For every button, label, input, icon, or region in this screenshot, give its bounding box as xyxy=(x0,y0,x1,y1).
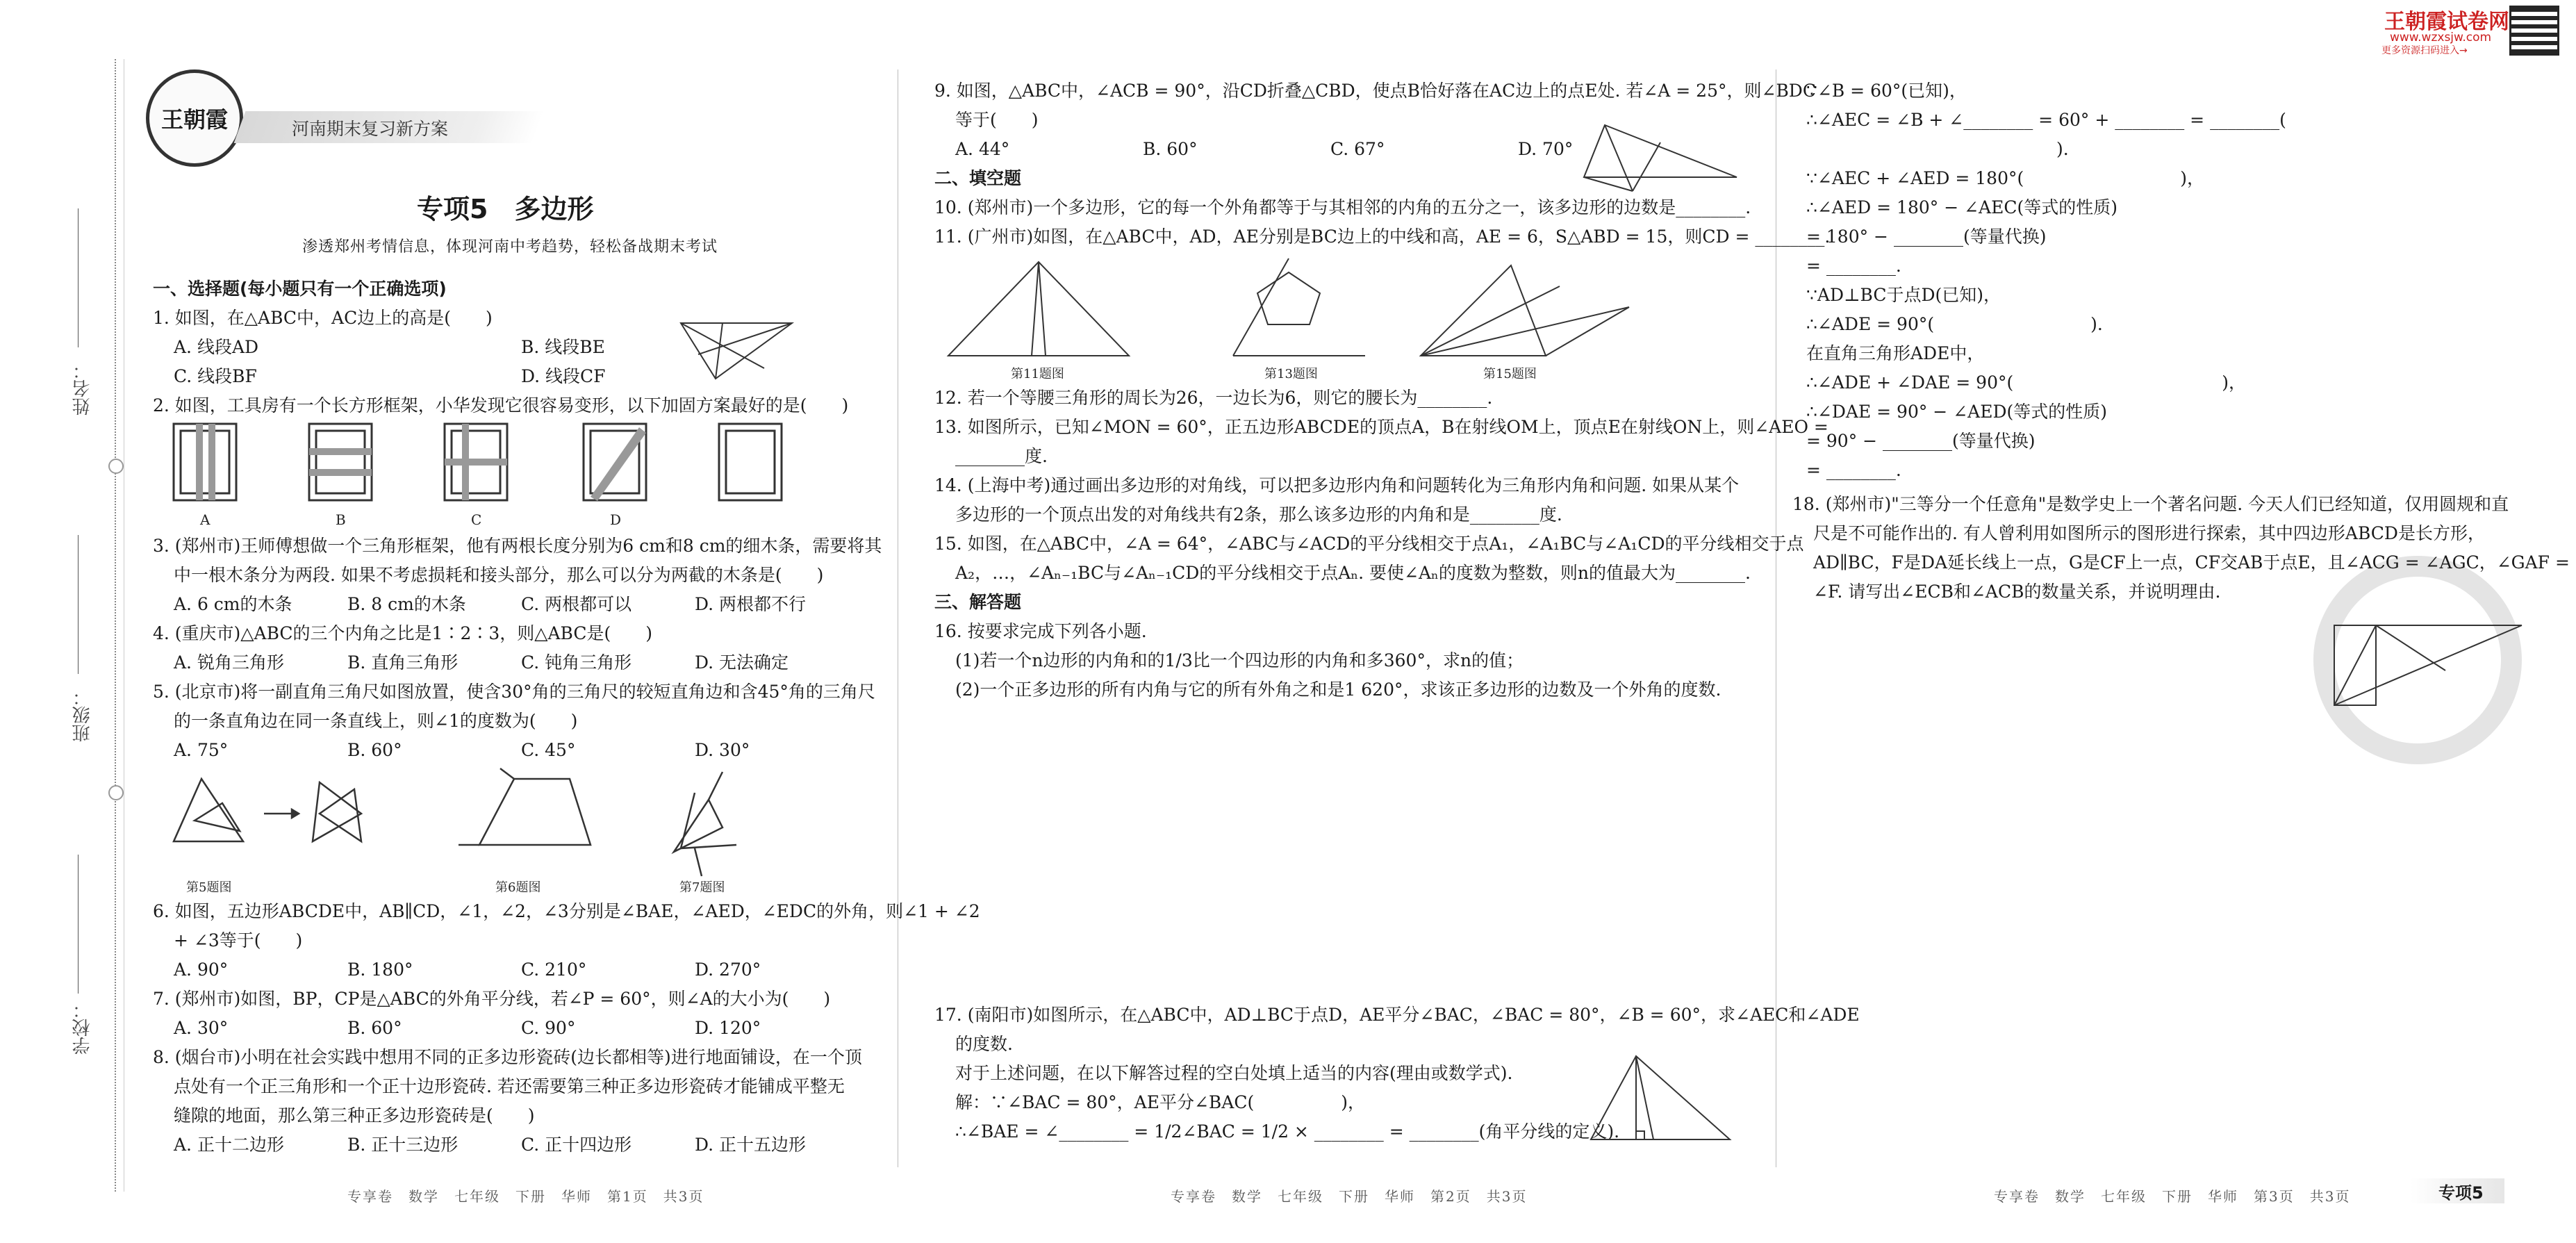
option[interactable]: A. 6 cm的木条 xyxy=(174,594,292,614)
question-9-cont: 等于( ) xyxy=(955,110,1039,130)
proof-line: ∵∠B = 60°(已知)， xyxy=(1806,81,1967,101)
question-8: 8. (烟台市)小明在社会实践中想用不同的正多边形瓷砖(边长都相等)进行地面铺设，在一个顶 xyxy=(153,1047,862,1067)
option[interactable]: B. 60° xyxy=(347,740,402,760)
question-11: 11. (广州市)如图，在△ABC中，AD，AE分别是BC边上的中线和高，AE = 6，S△ABD = 15，则CD = ________. xyxy=(934,227,1831,247)
q8-options xyxy=(153,1130,875,1160)
q3-options xyxy=(153,590,875,619)
figures-11-13-15 xyxy=(934,252,1699,384)
logo xyxy=(146,69,243,167)
figure-caption: 第15题图 xyxy=(1483,367,1537,381)
page-footer: 专享卷 数学 七年级 下册 华师 第2页 共3页 xyxy=(1171,1188,1528,1205)
name-field[interactable] xyxy=(78,208,79,347)
subtitle: 渗透郑州考情信息，体现河南中考趋势，轻松备战期末考试 xyxy=(302,238,718,256)
option[interactable]: A. 90° xyxy=(174,960,229,980)
option[interactable]: D. 无法确定 xyxy=(695,652,789,673)
question-5-cont: 的一条直角边在同一条直线上，则∠1的度数为( ) xyxy=(174,711,578,731)
proof-line: ∴∠AED = 180° − ∠AEC(等式的性质) xyxy=(1806,197,2117,217)
binding-hole xyxy=(108,459,124,474)
q17-step-1: 解：∵∠BAC = 80°，AE平分∠BAC( )， xyxy=(955,1092,1365,1112)
question-18-cont: ∠F. 请写出∠ECB和∠ACB的数量关系，并说明理由. xyxy=(1813,582,2221,602)
q1-triangle-figure xyxy=(674,309,799,386)
question-5: 5. (北京市)将一副直角三角尺如图放置，使含30°角的三角尺的较短直角边和含45°角的三角尺 xyxy=(153,682,875,702)
option[interactable]: B. 8 cm的木条 xyxy=(347,594,466,614)
proof-line: = ________. xyxy=(1806,256,1901,276)
option[interactable]: A. 正十二边形 xyxy=(174,1135,284,1155)
option[interactable]: A. 线段AD xyxy=(174,337,259,357)
section-heading: 三、解答题 xyxy=(934,592,1022,612)
binding-hole xyxy=(108,785,124,800)
question-8-cont: 点处有一个正三角形和一个正十边形瓷砖. 若还需要第三种正多边形瓷砖才能铺成平整无 xyxy=(174,1076,845,1096)
question-15-cont: A₂，…，∠Aₙ₋₁BC与∠Aₙ₋₁CD的平分线相交于点Aₙ. 要使∠Aₙ的度数为整数，则n的值最大为________. xyxy=(955,563,1751,583)
proof-line: = 180° − ________(等量代换) xyxy=(1806,227,2047,247)
figure-caption: 第13题图 xyxy=(1264,367,1318,381)
option[interactable]: D. 正十五边形 xyxy=(695,1135,807,1155)
brand-name[interactable]: 王朝霞试卷网 xyxy=(2384,10,2509,34)
question-16-part-2: (2)一个正多边形的所有内角与它的所有外角之和是1 620°，求该正多边形的边数及一个外角的度数. xyxy=(955,680,1722,700)
frame-label: A xyxy=(200,511,210,528)
school-field[interactable] xyxy=(78,855,79,994)
q17-triangle-figure xyxy=(1584,1049,1737,1146)
option[interactable]: C. 正十四边形 xyxy=(521,1135,632,1155)
option[interactable]: C. 210° xyxy=(521,960,587,980)
proof-line: ∴∠ADE + ∠DAE = 90°( )， xyxy=(1806,372,2246,393)
option[interactable]: B. 正十三边形 xyxy=(347,1135,459,1155)
question-3: 3. (郑州市)王师傅想做一个三角形框架，他有两根长度分别为6 cm和8 cm的细木条，需要将其 xyxy=(153,536,882,556)
class-field[interactable] xyxy=(78,535,79,674)
q7-options xyxy=(153,1014,875,1043)
frame-label: B xyxy=(336,511,346,528)
figure-caption: 第6题图 xyxy=(495,880,541,895)
question-6: 6. 如图，五边形ABCDE中，AB∥CD，∠1，∠2，∠3分别是∠BAE，∠AED，∠EDC的外角，则∠1 + ∠2 xyxy=(153,901,980,921)
option[interactable]: D. 270° xyxy=(695,960,761,980)
question-4: 4. (重庆市)△ABC的三个内角之比是1∶2∶3，则△ABC是( ) xyxy=(153,623,653,643)
proof-line: 在直角三角形ADE中， xyxy=(1806,343,1985,363)
school-label: 学校： xyxy=(72,1001,93,1055)
question-17-instruction: 对于上述问题，在以下解答过程的空白处填上适当的内容(理由或数学式). xyxy=(955,1063,1513,1083)
question-18: 18. (郑州市)"三等分一个任意角"是数学史上一个著名问题. 今天人们已经知道，仅用圆规和直 xyxy=(1792,494,2509,514)
question-18-cont: 尺是不可能作出的. 有人曾利用如图所示的图形进行探索，其中四边形ABCD是长方形， xyxy=(1813,523,2485,543)
banner-text: 河南期末复习新方案 xyxy=(292,119,449,139)
proof-line: ∵AD⊥BC于点D(已知)， xyxy=(1806,285,2001,305)
q17-step-2: ∴∠BAE = ∠________ = 1/2∠BAC = 1/2 × ________ = ________(角平分线的定义). xyxy=(955,1121,1620,1142)
q4-options xyxy=(153,648,875,677)
section-heading: 二、填空题 xyxy=(934,168,1022,188)
question-6-cont: + ∠3等于( ) xyxy=(174,930,303,950)
proof-line: ∴∠AEC = ∠B + ∠________ = 60° + ________ = ________( xyxy=(1806,110,2286,130)
question-17: 17. (南阳市)如图所示，在△ABC中，AD⊥BC于点D，AE平分∠BAC，∠BAC = 80°，∠B = 60°，求∠AEC和∠ADE xyxy=(934,1005,1860,1025)
option[interactable]: D. 两根都不行 xyxy=(695,594,807,614)
option[interactable]: A. 44° xyxy=(955,139,1010,159)
question-8-cont: 缝隙的地面，那么第三种正多边形瓷砖是( ) xyxy=(174,1105,535,1126)
proof-line: = ________. xyxy=(1806,460,1901,480)
question-17-cont: 的度数. xyxy=(955,1034,1013,1054)
option[interactable]: C. 线段BF xyxy=(174,366,257,386)
question-12: 12. 若一个等腰三角形的周长为26，一边长为6，则它的腰长为________. xyxy=(934,388,1493,408)
name-label: 姓名： xyxy=(72,361,93,415)
page-badge xyxy=(2411,1178,2504,1203)
question-9: 9. 如图，△ABC中，∠ACB = 90°，沿CD折叠△CBD，使点B恰好落在AC边上的点E处. 若∠A = 25°，则∠BDC xyxy=(934,81,1816,101)
logo-text: 王朝霞 xyxy=(160,106,228,133)
option[interactable]: C. 67° xyxy=(1330,139,1385,159)
option[interactable]: C. 两根都可以 xyxy=(521,594,632,614)
q6-options xyxy=(153,955,875,985)
question-14-cont: 多边形的一个顶点出发的对角线共有2条，那么该多边形的内角和是________度. xyxy=(955,504,1562,525)
q5-options xyxy=(153,736,875,765)
question-15: 15. 如图，在△ABC中，∠A = 64°，∠ABC与∠ACD的平分线相交于点A₁，∠A₁BC与∠A₁CD的平分线相交于点 xyxy=(934,534,1804,554)
option[interactable]: D. 70° xyxy=(1518,139,1574,159)
option[interactable]: C. 90° xyxy=(521,1018,576,1038)
question-3-cont: 中一根木条分为两段. 如果不考虑损耗和接头部分，那么可以分为两截的木条是( ) xyxy=(174,565,824,585)
class-label: 班级： xyxy=(72,688,93,742)
q18-rectangle-figure xyxy=(2320,618,2529,716)
option[interactable]: D. 120° xyxy=(695,1018,761,1038)
question-18-cont: AD∥BC，F是DA延长线上一点，G是CF上一点，CF交AB于点E，且∠ACG = ∠AGC，∠GAF = xyxy=(1813,552,2570,573)
brand-slogan: 更多资源扫码进入→ xyxy=(2381,45,2468,56)
q1-options xyxy=(153,333,716,391)
figure-caption: 第11题图 xyxy=(1011,367,1064,381)
option[interactable]: A. 锐角三角形 xyxy=(174,652,284,673)
proof-line: ). xyxy=(2056,139,2069,159)
question-16-part-1: (1)若一个n边形的内角和的1/3比一个四边形的内角和多360°，求n的值； xyxy=(955,650,1524,670)
question-18-block xyxy=(1792,490,2570,607)
question-1: 1. 如图，在△ABC中，AC边上的高是( ) xyxy=(153,308,493,328)
option[interactable]: B. 180° xyxy=(347,960,413,980)
frame-label: D xyxy=(610,511,622,528)
q9-triangle-figure xyxy=(1577,111,1744,195)
option[interactable]: A. 75° xyxy=(174,740,229,760)
proof-line: ∴∠DAE = 90° − ∠AED(等式的性质) xyxy=(1806,402,2107,422)
option[interactable]: B. 直角三角形 xyxy=(347,652,459,673)
qr-code-icon[interactable] xyxy=(2509,6,2559,56)
frame-label: C xyxy=(471,511,482,528)
proof-line: = 90° − ________(等量代换) xyxy=(1806,431,2036,451)
column-3 xyxy=(1806,76,2543,485)
page-footer: 专享卷 数学 七年级 下册 华师 第3页 共3页 xyxy=(1994,1188,2351,1205)
option[interactable]: B. 60° xyxy=(1143,139,1198,159)
figure-caption: 第7题图 xyxy=(679,880,725,895)
badge-label: 专项5 xyxy=(2438,1183,2484,1203)
question-2: 2. 如图，工具房有一个长方形框架，小华发现它很容易变形，以下加固方案最好的是( ) xyxy=(153,395,849,415)
option[interactable]: B. 60° xyxy=(347,1018,402,1038)
question-7: 7. (郑州市)如图，BP，CP是△ABC的外角平分线，若∠P = 60°，则∠A的大小为( ) xyxy=(153,989,831,1009)
section-heading: 一、选择题(每小题只有一个正确选项) xyxy=(153,279,447,299)
page-title: 专项5 多边形 xyxy=(417,194,594,224)
brand-url[interactable]: www.wzxsjw.com xyxy=(2390,31,2492,44)
proof-line: ∵∠AEC + ∠AED = 180°( )， xyxy=(1806,168,2204,188)
q2-frames-figure xyxy=(153,420,848,532)
figure-caption: 第5题图 xyxy=(186,880,232,895)
question-16: 16. 按要求完成下列各小题. xyxy=(934,621,1147,641)
proof-line: ∴∠ADE = 90°( ). xyxy=(1806,314,2103,334)
question-13: 13. 如图所示，已知∠MON = 60°，正五边形ABCDE的顶点A，B在射线OM上，顶点E在射线ON上，则∠AEO = xyxy=(934,417,1828,437)
option[interactable]: B. 线段BE xyxy=(521,337,605,357)
question-14: 14. (上海中考)通过画出多边形的对角线，可以把多边形内角和问题转化为三角形内角和问题. 如果从某个 xyxy=(934,475,1740,495)
binding-line xyxy=(115,59,116,1192)
option[interactable]: C. 钝角三角形 xyxy=(521,652,632,673)
option[interactable]: D. 线段CF xyxy=(521,366,606,386)
question-10: 10. (郑州市)一个多边形，它的每一个外角都等于与其相邻的内角的五分之一，该多边形的边数是________. xyxy=(934,197,1751,217)
page-footer: 专享卷 数学 七年级 下册 华师 第1页 共3页 xyxy=(347,1188,704,1205)
figures-5-6-7 xyxy=(153,765,848,897)
option[interactable]: A. 30° xyxy=(174,1018,229,1038)
option[interactable]: C. 45° xyxy=(521,740,576,760)
question-13-cont: ________度. xyxy=(955,446,1048,466)
option[interactable]: D. 30° xyxy=(695,740,750,760)
